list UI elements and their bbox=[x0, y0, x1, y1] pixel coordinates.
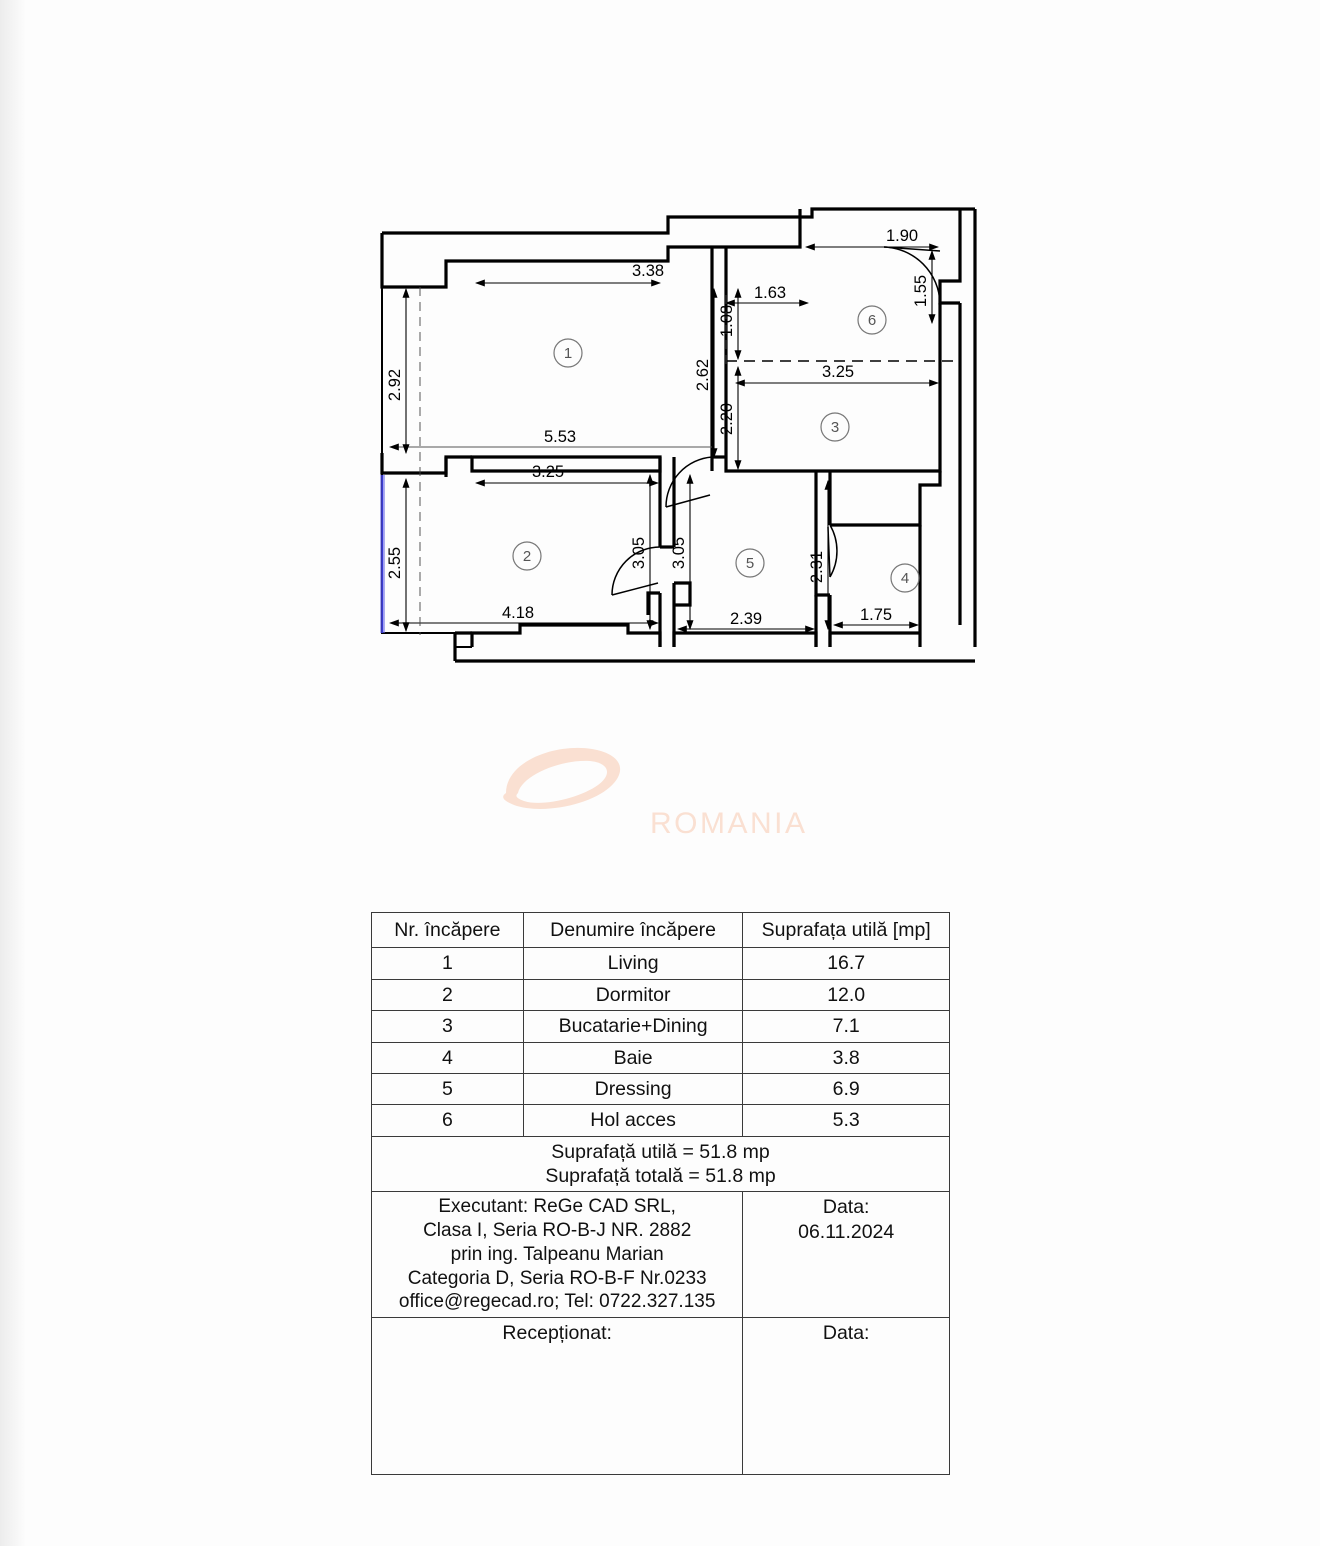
dim-2.55: 2.55 bbox=[386, 546, 404, 580]
date-label: Data: bbox=[822, 1196, 870, 1219]
watermark-text: ROMANIA bbox=[650, 807, 808, 840]
cell-nr: 2 bbox=[372, 979, 524, 1010]
svg-text:3: 3 bbox=[830, 419, 840, 436]
dim-1.90: 1.90 bbox=[885, 227, 919, 245]
cell-name: Bucatarie+Dining bbox=[523, 1011, 743, 1042]
header-area: Suprafața utilă [mp] bbox=[743, 913, 950, 948]
cell-nr: 6 bbox=[372, 1105, 524, 1136]
cell-name: Baie bbox=[523, 1042, 743, 1073]
date-value: 06.11.2024 bbox=[798, 1220, 895, 1243]
dim-3.25-bedroom: 3.25 bbox=[531, 463, 565, 481]
table-row bbox=[372, 979, 950, 1010]
page-edge-shadow bbox=[0, 0, 26, 1546]
cell-area: 12.0 bbox=[743, 979, 950, 1010]
cell-area: 7.1 bbox=[743, 1011, 950, 1042]
cell-area: 5.3 bbox=[743, 1105, 950, 1136]
total-area-text: Suprafață totală = 51.8 mp bbox=[545, 1165, 776, 1187]
cell-name: Dormitor bbox=[523, 979, 743, 1010]
summary-cell bbox=[372, 1136, 950, 1192]
svg-text:5: 5 bbox=[745, 555, 755, 572]
cell-nr: 5 bbox=[372, 1073, 524, 1104]
svg-text:6: 6 bbox=[867, 312, 877, 329]
room-marker-1 bbox=[554, 339, 582, 367]
table-row bbox=[372, 948, 950, 979]
receipt-date-cell: Data: bbox=[743, 1318, 950, 1475]
cell-area: 3.8 bbox=[743, 1042, 950, 1073]
executant-cell bbox=[372, 1192, 743, 1318]
cell-name: Living bbox=[523, 948, 743, 979]
useful-area-text: Suprafață utilă = 51.8 mp bbox=[551, 1140, 770, 1163]
dim-5.53: 5.53 bbox=[543, 428, 577, 446]
window-glazing-blue bbox=[380, 475, 385, 633]
table-row bbox=[372, 1011, 950, 1042]
header-name: Denumire încăpere bbox=[523, 913, 743, 948]
svg-text:2: 2 bbox=[522, 548, 532, 565]
header-nr: Nr. încăpere bbox=[372, 913, 524, 948]
dim-4.18: 4.18 bbox=[501, 604, 535, 622]
floor-plan bbox=[360, 195, 1000, 695]
dim-2.39: 2.39 bbox=[729, 610, 763, 628]
dim-2.20: 2.20 bbox=[718, 402, 736, 436]
svg-text:4: 4 bbox=[900, 570, 910, 587]
dim-1.55: 1.55 bbox=[912, 274, 930, 308]
date-cell bbox=[743, 1192, 950, 1318]
dim-2.31: 2.31 bbox=[808, 550, 826, 584]
room-marker-2 bbox=[513, 542, 541, 570]
dim-3.25-kitchen: 3.25 bbox=[821, 363, 855, 381]
executant-line-4: Categoria D, Seria RO-B-F Nr.0233 bbox=[407, 1267, 707, 1289]
dim-1.63: 1.63 bbox=[753, 284, 787, 302]
cell-nr: 1 bbox=[372, 948, 524, 979]
table-row bbox=[372, 1073, 950, 1104]
room-markers bbox=[513, 306, 919, 592]
receipt-label-cell: Recepționat: bbox=[372, 1318, 743, 1475]
executant-line-1: Executant: ReGe CAD SRL, bbox=[438, 1196, 676, 1218]
plan-walls bbox=[382, 209, 975, 661]
executant-line-5: office@regecad.ro; Tel: 0722.327.135 bbox=[398, 1291, 716, 1313]
receipt-row bbox=[372, 1318, 950, 1475]
summary-row bbox=[372, 1136, 950, 1192]
cell-name: Dressing bbox=[523, 1073, 743, 1104]
table-row bbox=[372, 1105, 950, 1136]
table-row bbox=[372, 1042, 950, 1073]
table-header-row bbox=[372, 913, 950, 948]
dimension-lines bbox=[390, 247, 938, 635]
executant-line-2: Clasa I, Seria RO-B-J NR. 2882 bbox=[423, 1220, 692, 1242]
room-marker-4 bbox=[891, 564, 919, 592]
dim-3.05-a: 3.05 bbox=[630, 536, 648, 570]
dim-3.38: 3.38 bbox=[631, 262, 665, 280]
dim-2.92: 2.92 bbox=[386, 368, 404, 402]
cell-area: 6.9 bbox=[743, 1073, 950, 1104]
swoosh-icon bbox=[503, 748, 620, 809]
executant-line-3: prin ing. Talpeanu Marian bbox=[450, 1243, 664, 1265]
room-marker-5 bbox=[736, 549, 764, 577]
room-schedule-table bbox=[371, 912, 950, 1475]
room-marker-6 bbox=[858, 306, 886, 334]
cell-nr: 4 bbox=[372, 1042, 524, 1073]
dim-2.62: 2.62 bbox=[694, 358, 712, 392]
room-marker-3 bbox=[821, 413, 849, 441]
cell-area: 16.7 bbox=[743, 948, 950, 979]
svg-text:1: 1 bbox=[563, 345, 573, 362]
executant-row bbox=[372, 1192, 950, 1318]
cell-nr: 3 bbox=[372, 1011, 524, 1042]
dim-3.05-b: 3.05 bbox=[670, 536, 688, 570]
dim-1.75: 1.75 bbox=[859, 606, 893, 624]
watermark-logo bbox=[470, 735, 850, 855]
dim-1.08: 1.08 bbox=[718, 304, 736, 338]
cell-name: Hol acces bbox=[523, 1105, 743, 1136]
